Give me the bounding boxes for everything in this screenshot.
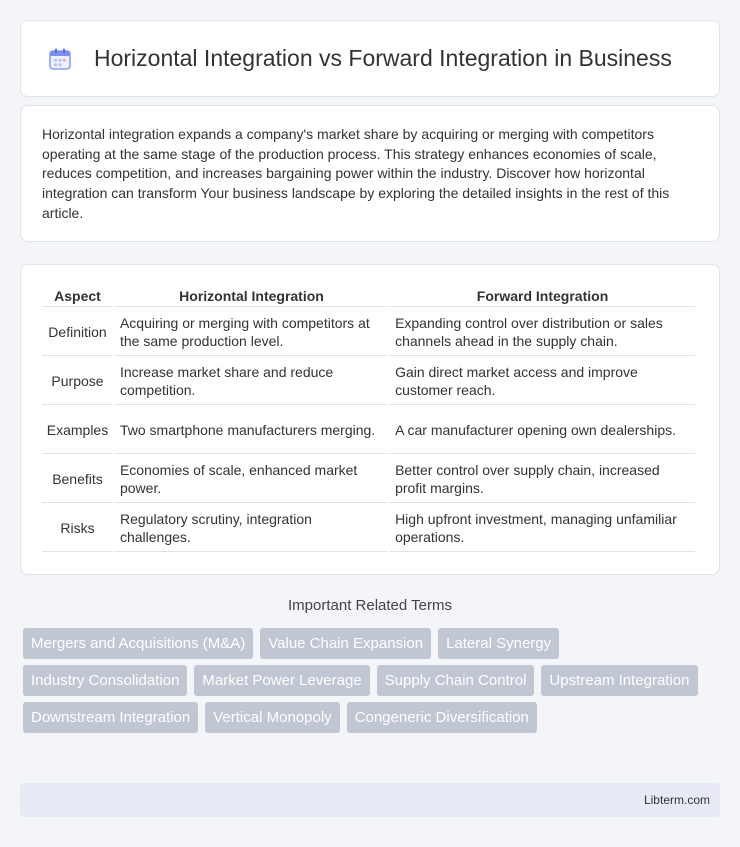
header-horizontal-integration: Horizontal Integration [115,285,388,307]
row-forward: A car manufacturer opening own dealerships. [390,407,695,454]
row-aspect: Risks [42,505,113,552]
row-horizontal: Regulatory scrutiny, integration challenges. [115,505,388,552]
table-row [42,407,695,454]
tag-vertical-monopoly[interactable]: Vertical Monopoly [205,702,339,733]
header-aspect: Aspect [42,285,113,307]
table-header-row [42,285,695,307]
footer [20,783,720,817]
comparison-card [20,264,720,575]
row-forward: Gain direct market access and improve customer reach. [390,358,695,405]
related-terms-list [23,628,723,739]
row-forward: High upfront investment, managing unfamiliar operations. [390,505,695,552]
tag-supply-chain-control[interactable]: Supply Chain Control [377,665,535,696]
tag-congeneric-diversification[interactable]: Congeneric Diversification [347,702,537,733]
intro-card [20,105,720,242]
row-horizontal: Acquiring or merging with competitors at the same production level. [115,309,388,356]
tag-value-chain-expansion[interactable]: Value Chain Expansion [260,628,431,659]
tag-mergers-and-acquisitions[interactable]: Mergers and Acquisitions (M&A) [23,628,253,659]
row-horizontal: Two smartphone manufacturers merging. [115,407,388,454]
tag-market-power-leverage[interactable]: Market Power Leverage [194,665,369,696]
row-aspect: Examples [42,407,113,454]
tag-downstream-integration[interactable]: Downstream Integration [23,702,198,733]
footer-site-link[interactable]: Libterm.com [643,793,710,807]
row-aspect: Definition [42,309,113,356]
intro-paragraph: Horizontal integration expands a company's market share by acquiring or merging with competitors operating at the same stage of the production process. This strategy enhances economies of scale, reduces competition, and increases bargaining power within the industry. Discover how horizontal integration can transform Your business landscape by exploring the detailed insights in the rest of this article. [42,126,670,221]
row-horizontal: Economies of scale, enhanced market power. [115,456,388,503]
title-card [20,20,720,97]
related-terms-heading: Important Related Terms [288,597,452,614]
row-aspect: Purpose [42,358,113,405]
row-aspect: Benefits [42,456,113,503]
row-forward: Expanding control over distribution or sales channels ahead in the supply chain. [390,309,695,356]
tag-industry-consolidation[interactable]: Industry Consolidation [23,665,187,696]
tag-lateral-synergy[interactable]: Lateral Synergy [438,628,559,659]
row-forward: Better control over supply chain, increased profit margins. [390,456,695,503]
table-row [42,505,695,552]
page-title: Horizontal Integration vs Forward Integration in Business [94,45,672,71]
table-row [42,358,695,405]
comparison-table [40,283,697,554]
header-forward-integration: Forward Integration [390,285,695,307]
row-horizontal: Increase market share and reduce competition. [115,358,388,405]
table-row [42,456,695,503]
tag-upstream-integration[interactable]: Upstream Integration [541,665,697,696]
table-row [42,309,695,356]
calendar-icon [47,46,73,72]
